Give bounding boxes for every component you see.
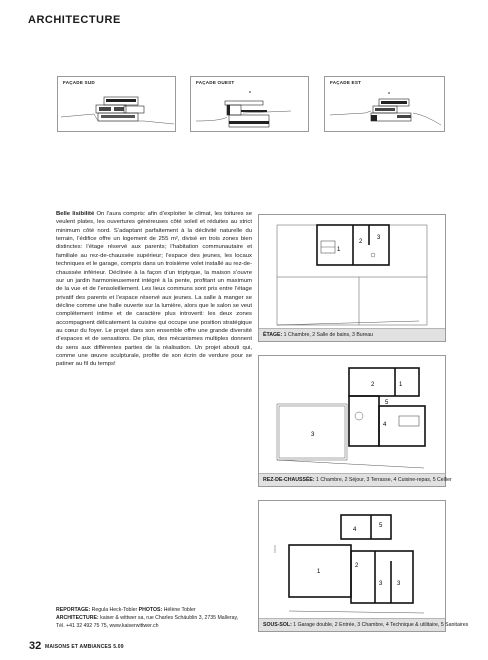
reportage-label: REPORTAGE: bbox=[56, 607, 91, 613]
floor-plan-upper bbox=[258, 214, 446, 342]
plan-caption-text: 1 Garage double, 2 Entrée, 3 Chambre, 4 Technique & utilitaire, 5 Sanitaires bbox=[293, 622, 469, 628]
plan-caption-label: REZ-DE-CHAUSSÉE: bbox=[263, 477, 315, 483]
floor-plan-ground bbox=[258, 355, 452, 487]
room-label: 2 bbox=[371, 382, 375, 388]
floor-plan-basement bbox=[258, 500, 469, 632]
room-label: 3 bbox=[377, 235, 381, 241]
magazine-issue: 5.09 bbox=[113, 644, 124, 650]
page-number: 32 bbox=[29, 640, 42, 652]
credits bbox=[56, 606, 256, 631]
room-label: 3 bbox=[379, 581, 383, 587]
elevation-east-label: FAÇADE EST bbox=[330, 80, 362, 85]
elevation-south bbox=[57, 76, 176, 132]
architecture-label: ARCHITECTURE: bbox=[56, 615, 99, 622]
magazine-name bbox=[45, 644, 124, 650]
section-title: ARCHITECTURE bbox=[28, 14, 121, 26]
room-label: 3 bbox=[311, 432, 315, 438]
plan-caption-text: 1 Chambre, 2 Salle de bains, 3 Bureau bbox=[283, 332, 374, 338]
floor-plan-basement-drawing bbox=[259, 501, 447, 633]
room-label: 1 bbox=[337, 247, 341, 253]
room-label: 2 bbox=[355, 563, 359, 569]
plan-caption-label: SOUS-SOL: bbox=[263, 622, 292, 628]
plan-caption-label: ÉTAGE: bbox=[263, 332, 283, 338]
elevation-west-label: FAÇADE OUEST bbox=[196, 80, 235, 85]
elevation-west-drawing bbox=[191, 77, 310, 133]
room-label: 2 bbox=[359, 239, 363, 245]
article-lead: Belle lisibilité bbox=[56, 211, 95, 217]
architecture-contact: Tél. +41 32 492 75 75, www.kaiserwittwer.ch bbox=[56, 623, 159, 630]
floor-plan-ground-drawing bbox=[259, 356, 447, 488]
room-label: 1 bbox=[399, 382, 403, 388]
plan-caption-upper bbox=[259, 328, 445, 341]
photos-label: PHOTOS: bbox=[138, 607, 163, 613]
room-label: 5 bbox=[385, 400, 389, 406]
photos-author: Hélène Tobler bbox=[163, 607, 196, 613]
room-label: 4 bbox=[353, 527, 357, 533]
room-label: 5 bbox=[379, 523, 383, 529]
room-label: 1 bbox=[317, 569, 321, 575]
plan-caption-basement bbox=[259, 618, 469, 631]
room-label: 3 bbox=[397, 581, 401, 587]
elevation-south-label: FAÇADE SUD bbox=[63, 80, 95, 85]
article-text: On l’aura compris: afin d’exploiter le climat, les toitures se veulent plates, les ouvertures généreuses côté soleil et réduites au strict minimum côté nord. S’adaptant parfaitement à la déclivité naturelle du terrain, l’édifice offre un logement de 255 m², divisé en trois zones bien distinctes: l’étage réservé aux parents; l’habitation communautaire et familiale au rez-de-chaussée supérieur; l’espace des jeunes, les locaux techniques et le garage, compris dans un troisième volet installé au rez-de-chaussée inférieur. Déclinée à la façon d’un triptyque, la maison s’ouvre sur un jardin harmonieusement intégré à la pente, profitant un maximum de la vue et de l’ensoleillement. Les lieux communs sont pris entre l’étage privatif des parents et l’espace réservé aux jeunes. La salle à manger se décline comme une halle ouverte sur la lumière, alors que le salon se veut complètement intime et de caractère plus introverti: les deux zones accompagnent délicatement la cuisine qui occupe une position stratégique au cœur du foyer. Le projet dans son ensemble offre une grande diversité d’espaces et de sensations. De plus, des mécanismes multiples donnent du sens aux différentes parties de la réalisation. Un projet abouti qui, comme une œuvre sculpturale, profite de son écrin de verdure pour se patiner au fil du temps! bbox=[56, 211, 252, 368]
elevation-east bbox=[324, 76, 445, 132]
elevation-east-drawing bbox=[325, 77, 446, 133]
floor-plan-upper-drawing bbox=[259, 215, 447, 343]
plan-caption-ground bbox=[259, 473, 452, 486]
magazine-title: MAISONS ET AMBIANCES bbox=[45, 644, 112, 650]
architecture-firm: kaiser & wittwer sa, rue Charles Schäublin 3, 2735 Malleray, bbox=[100, 615, 239, 622]
elevation-south-drawing bbox=[58, 77, 177, 133]
room-label: 4 bbox=[383, 422, 387, 428]
reportage-author: Regula Heck-Tobler bbox=[91, 607, 138, 613]
plan-caption-text: 1 Chambre, 2 Séjour, 3 Terrasse, 4 Cuisine-repas, 5 Cellier bbox=[316, 477, 452, 483]
elevation-west bbox=[190, 76, 309, 132]
article-body bbox=[56, 210, 252, 369]
